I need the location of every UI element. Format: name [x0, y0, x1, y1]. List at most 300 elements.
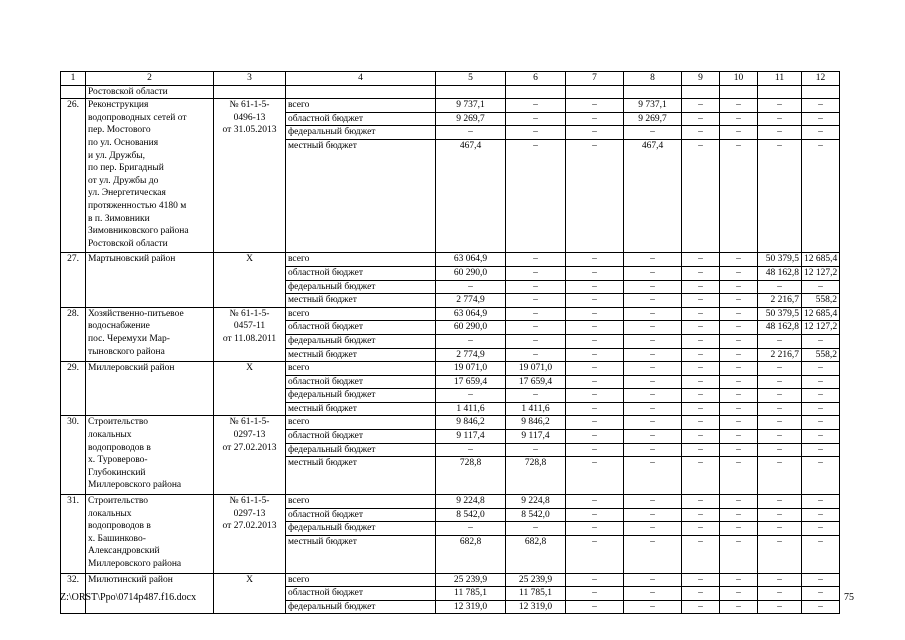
amount-cell: – [506, 253, 566, 267]
funding-source: федеральный бюджет [286, 389, 436, 403]
amount-cell: – [624, 522, 682, 536]
object-name [86, 307, 214, 361]
amount-cell: – [682, 402, 720, 416]
amount-cell: – [682, 389, 720, 403]
column-header: 1 [61, 72, 86, 86]
amount-cell: – [720, 362, 758, 376]
amount-cell: – [624, 416, 682, 430]
row-number: 30. [61, 416, 86, 495]
amount-cell: 682,8 [506, 535, 566, 573]
amount-cell: – [802, 99, 840, 113]
column-header: 10 [720, 72, 758, 86]
amount-cell: – [682, 334, 720, 348]
amount-cell: – [720, 402, 758, 416]
amount-cell: 50 379,5 [758, 253, 802, 267]
funding-source: всего [286, 416, 436, 430]
amount-cell: – [566, 508, 624, 522]
amount-cell: – [566, 112, 624, 126]
funding-source: местный бюджет [286, 348, 436, 362]
object-name-line: тыновского района [88, 346, 165, 357]
amount-cell: – [682, 535, 720, 573]
amount-cell: 63 064,9 [436, 253, 506, 267]
footer-file-path: Z:\ORST\Ppo\0714p487.f16.docx [60, 592, 197, 603]
amount-cell: 60 290,0 [436, 266, 506, 280]
column-header: 4 [286, 72, 436, 86]
amount-cell: 9 846,2 [506, 416, 566, 430]
amount-cell: – [758, 139, 802, 252]
amount-cell: – [720, 508, 758, 522]
funding-source: областной бюджет [286, 508, 436, 522]
funding-source: федеральный бюджет [286, 600, 436, 614]
amount-cell: 1 411,6 [506, 402, 566, 416]
amount-cell: – [506, 522, 566, 536]
amount-cell: 9 224,8 [436, 495, 506, 509]
funding-source: областной бюджет [286, 587, 436, 601]
amount-cell: – [802, 280, 840, 294]
funding-source: федеральный бюджет [286, 126, 436, 140]
object-name-line: Хозяйственно-питьевое [88, 308, 184, 319]
amount-cell: – [720, 126, 758, 140]
amount-cell: – [720, 600, 758, 614]
amount-cell: – [802, 112, 840, 126]
amount-cell: – [758, 126, 802, 140]
amount-cell: – [682, 294, 720, 308]
amount-cell: – [566, 375, 624, 389]
amount-cell: – [720, 457, 758, 495]
amount-cell: – [720, 495, 758, 509]
amount-cell: – [802, 522, 840, 536]
amount-cell: – [566, 253, 624, 267]
amount-cell: – [758, 587, 802, 601]
amount-cell: – [624, 600, 682, 614]
object-name-line: в п. Зимовники [88, 213, 150, 224]
object-name-line: пос. Черемухи Мар- [88, 333, 170, 344]
amount-cell: – [720, 266, 758, 280]
amount-cell: – [758, 508, 802, 522]
funding-source: всего [286, 573, 436, 587]
amount-cell: – [566, 457, 624, 495]
document-ref-line: от 31.05.2013 [222, 125, 277, 136]
amount-cell: – [802, 362, 840, 376]
amount-cell: 9 269,7 [624, 112, 682, 126]
amount-cell: 9 737,1 [624, 99, 682, 113]
amount-cell: – [506, 294, 566, 308]
amount-cell: – [436, 280, 506, 294]
amount-cell: – [624, 126, 682, 140]
amount-cell: – [682, 522, 720, 536]
amount-cell: – [566, 362, 624, 376]
amount-cell: 63 064,9 [436, 307, 506, 321]
amount-cell: – [720, 430, 758, 444]
amount-cell: – [802, 573, 840, 587]
row-number: 28. [61, 307, 86, 361]
amount-cell: 12 127,2 [802, 266, 840, 280]
amount-cell: – [758, 535, 802, 573]
amount-cell: – [802, 416, 840, 430]
amount-cell: – [758, 389, 802, 403]
object-name [86, 253, 214, 307]
amount-cell: – [506, 334, 566, 348]
amount-cell: 12 685,4 [802, 253, 840, 267]
object-name-line: Александровский [88, 546, 160, 557]
amount-cell: – [624, 280, 682, 294]
object-name-line: х. Башинково- [88, 533, 146, 544]
funding-source: местный бюджет [286, 402, 436, 416]
amount-cell: – [758, 443, 802, 457]
object-name-line: пер. Мостового [88, 125, 151, 136]
amount-cell: 8 542,0 [506, 508, 566, 522]
amount-cell: – [720, 587, 758, 601]
amount-cell: 48 162,8 [758, 321, 802, 335]
document-ref-line: Х [246, 574, 253, 585]
column-header: 11 [758, 72, 802, 86]
amount-cell: – [758, 430, 802, 444]
object-name-line: Строительство [88, 496, 149, 507]
amount-cell: – [758, 280, 802, 294]
amount-cell: – [758, 112, 802, 126]
amount-cell: – [758, 375, 802, 389]
amount-cell: – [624, 321, 682, 335]
amount-cell: – [720, 280, 758, 294]
amount-cell: – [566, 294, 624, 308]
amount-cell: – [802, 508, 840, 522]
object-name-line: от ул. Дружбы до [88, 175, 159, 186]
amount-cell: – [720, 416, 758, 430]
amount-cell: – [802, 430, 840, 444]
document-ref-line: 0496-13 [233, 112, 266, 123]
document-ref-line: 0297-13 [233, 508, 266, 519]
object-name-line: по ул. Основания [88, 137, 159, 148]
amount-cell: – [624, 443, 682, 457]
table-row [61, 416, 840, 430]
amount-cell: – [682, 139, 720, 252]
amount-cell: – [566, 99, 624, 113]
amount-cell: – [624, 535, 682, 573]
amount-cell: 2 774,9 [436, 294, 506, 308]
document-ref-line: № 61-1-5- [229, 496, 270, 507]
document-ref [214, 253, 286, 307]
amount-cell: 48 162,8 [758, 266, 802, 280]
amount-cell: 17 659,4 [506, 375, 566, 389]
amount-cell: – [682, 362, 720, 376]
funding-source: всего [286, 495, 436, 509]
amount-cell: – [566, 573, 624, 587]
table-row [61, 573, 840, 587]
amount-cell: – [566, 321, 624, 335]
amount-cell: – [566, 139, 624, 252]
amount-cell: 728,8 [506, 457, 566, 495]
amount-cell: – [682, 307, 720, 321]
amount-cell: – [436, 126, 506, 140]
amount-cell: – [566, 495, 624, 509]
amount-cell: – [566, 280, 624, 294]
amount-cell: – [566, 587, 624, 601]
amount-cell: 12 319,0 [436, 600, 506, 614]
document-ref-line: 0297-13 [233, 430, 266, 441]
column-header: 3 [214, 72, 286, 86]
amount-cell: – [436, 334, 506, 348]
funding-source: всего [286, 253, 436, 267]
amount-cell: – [758, 362, 802, 376]
amount-cell: – [682, 443, 720, 457]
amount-cell: – [758, 457, 802, 495]
amount-cell: 9 224,8 [506, 495, 566, 509]
amount-cell: 11 785,1 [436, 587, 506, 601]
amount-cell: – [566, 430, 624, 444]
table-row [61, 99, 840, 113]
amount-cell: – [802, 389, 840, 403]
amount-cell: 558,2 [802, 348, 840, 362]
funding-source: областной бюджет [286, 430, 436, 444]
object-name-line: Глубокинский [88, 467, 146, 478]
document-ref [214, 362, 286, 416]
amount-cell: – [802, 495, 840, 509]
amount-cell: – [566, 126, 624, 140]
amount-cell: – [436, 522, 506, 536]
amount-cell: – [682, 348, 720, 362]
budget-table [60, 71, 840, 614]
amount-cell: – [802, 587, 840, 601]
amount-cell: 60 290,0 [436, 321, 506, 335]
column-header: 7 [566, 72, 624, 86]
amount-cell: 12 685,4 [802, 307, 840, 321]
object-name-line: водоснабжение [88, 321, 150, 332]
amount-cell: 9 117,4 [436, 430, 506, 444]
amount-cell: – [566, 389, 624, 403]
document-ref-line: от 11.08.2011 [222, 333, 277, 344]
funding-source: федеральный бюджет [286, 443, 436, 457]
amount-cell: – [682, 126, 720, 140]
amount-cell: 2 216,7 [758, 348, 802, 362]
funding-source: областной бюджет [286, 321, 436, 335]
amount-cell: – [682, 573, 720, 587]
amount-cell: 25 239,9 [506, 573, 566, 587]
funding-source: всего [286, 362, 436, 376]
amount-cell: – [624, 362, 682, 376]
amount-cell: – [566, 402, 624, 416]
funding-source: всего [286, 307, 436, 321]
amount-cell: – [720, 348, 758, 362]
funding-source: местный бюджет [286, 294, 436, 308]
amount-cell: – [682, 416, 720, 430]
table-row [61, 307, 840, 321]
amount-cell: – [624, 495, 682, 509]
amount-cell: – [682, 253, 720, 267]
amount-cell: – [682, 495, 720, 509]
amount-cell: – [682, 321, 720, 335]
column-header: 6 [506, 72, 566, 86]
object-name-line: Строительство [88, 417, 149, 428]
amount-cell: – [720, 535, 758, 573]
object-name-line: Мартыновский район [88, 254, 176, 265]
amount-cell: – [758, 402, 802, 416]
amount-cell: – [758, 600, 802, 614]
amount-cell: – [802, 402, 840, 416]
amount-cell: – [624, 253, 682, 267]
object-name-line: по пер. Бригадный [88, 163, 164, 174]
amount-cell: – [720, 389, 758, 403]
amount-cell: 50 379,5 [758, 307, 802, 321]
amount-cell: – [506, 126, 566, 140]
column-header: 8 [624, 72, 682, 86]
object-name-line: Реконструкция [88, 100, 149, 111]
amount-cell: – [720, 321, 758, 335]
amount-cell: – [720, 307, 758, 321]
document-ref-line: 0457-11 [233, 321, 266, 332]
amount-cell: 19 071,0 [436, 362, 506, 376]
amount-cell: – [802, 600, 840, 614]
amount-cell: – [682, 99, 720, 113]
amount-cell: 9 269,7 [436, 112, 506, 126]
amount-cell: 467,4 [624, 139, 682, 252]
funding-source: федеральный бюджет [286, 334, 436, 348]
amount-cell: – [624, 389, 682, 403]
document-ref-line: № 61-1-5- [229, 100, 270, 111]
continuation-row [61, 85, 840, 99]
object-name-line: локальных [88, 508, 132, 519]
table-row [61, 362, 840, 376]
amount-cell: – [758, 495, 802, 509]
funding-source: областной бюджет [286, 266, 436, 280]
amount-cell: – [566, 416, 624, 430]
amount-cell: – [720, 443, 758, 457]
amount-cell: 9 117,4 [506, 430, 566, 444]
column-header: 9 [682, 72, 720, 86]
amount-cell: 8 542,0 [436, 508, 506, 522]
amount-cell: – [624, 402, 682, 416]
amount-cell: 682,8 [436, 535, 506, 573]
document-ref [214, 99, 286, 253]
column-header: 2 [86, 72, 214, 86]
header-row [61, 72, 840, 86]
object-name [86, 495, 214, 574]
amount-cell: – [624, 430, 682, 444]
amount-cell: – [624, 587, 682, 601]
amount-cell: – [506, 443, 566, 457]
amount-cell: – [506, 280, 566, 294]
amount-cell: – [682, 266, 720, 280]
amount-cell: – [506, 307, 566, 321]
amount-cell: 17 659,4 [436, 375, 506, 389]
amount-cell: – [566, 443, 624, 457]
amount-cell: – [720, 112, 758, 126]
amount-cell: – [720, 99, 758, 113]
amount-cell: – [720, 573, 758, 587]
object-name-line: х. Туроверово- [88, 455, 148, 466]
amount-cell: 2 774,9 [436, 348, 506, 362]
amount-cell: – [566, 600, 624, 614]
funding-source: местный бюджет [286, 139, 436, 252]
object-name-line: Миллеровский район [88, 363, 175, 374]
object-name [86, 362, 214, 416]
object-name-line: Зимовниковского района [88, 226, 189, 237]
amount-cell: – [802, 375, 840, 389]
amount-cell: – [624, 573, 682, 587]
amount-cell: 11 785,1 [506, 587, 566, 601]
amount-cell: – [682, 457, 720, 495]
amount-cell: – [624, 508, 682, 522]
object-name [86, 99, 214, 253]
document-ref-line: от 27.02.2013 [222, 521, 277, 532]
column-header: 12 [802, 72, 840, 86]
amount-cell: – [624, 266, 682, 280]
amount-cell: 12 319,0 [506, 600, 566, 614]
amount-cell: – [720, 294, 758, 308]
amount-cell: 1 411,6 [436, 402, 506, 416]
amount-cell: 2 216,7 [758, 294, 802, 308]
page-number: 75 [844, 592, 854, 603]
amount-cell: 558,2 [802, 294, 840, 308]
amount-cell: – [802, 535, 840, 573]
amount-cell: – [506, 348, 566, 362]
amount-cell: – [682, 587, 720, 601]
amount-cell: – [682, 280, 720, 294]
object-name-line: ул. Энергетическая [88, 188, 166, 199]
amount-cell: – [624, 334, 682, 348]
object-name-line: водопроводных сетей от [88, 112, 187, 123]
table-row [61, 253, 840, 267]
amount-cell: – [506, 112, 566, 126]
table-row [61, 495, 840, 509]
continuation-text: Ростовской области [86, 85, 214, 99]
amount-cell: – [758, 99, 802, 113]
amount-cell: – [624, 457, 682, 495]
amount-cell: – [436, 389, 506, 403]
object-name-line: Ростовской области [88, 238, 168, 249]
amount-cell: 9 846,2 [436, 416, 506, 430]
document-ref-line: Х [246, 254, 253, 265]
row-number: 26. [61, 99, 86, 253]
amount-cell: – [682, 375, 720, 389]
amount-cell: – [566, 535, 624, 573]
amount-cell: – [682, 430, 720, 444]
document-ref [214, 495, 286, 574]
amount-cell: – [802, 139, 840, 252]
amount-cell: – [720, 334, 758, 348]
amount-cell: – [802, 457, 840, 495]
amount-cell: – [624, 307, 682, 321]
document-ref-line: Х [246, 363, 253, 374]
object-name-line: Милютинский район [88, 574, 173, 585]
amount-cell: 12 127,2 [802, 321, 840, 335]
object-name-line: протяженностью 4180 м [88, 200, 187, 211]
row-number: 32. [61, 573, 86, 614]
amount-cell: – [566, 334, 624, 348]
object-name-line: водопроводов в [88, 521, 151, 532]
funding-source: областной бюджет [286, 112, 436, 126]
amount-cell: – [566, 307, 624, 321]
amount-cell: – [506, 99, 566, 113]
funding-source: местный бюджет [286, 535, 436, 573]
object-name-line: и ул. Дружбы, [88, 150, 146, 161]
object-name [86, 416, 214, 495]
object-name-line: Миллеровского района [88, 559, 182, 570]
amount-cell: – [624, 294, 682, 308]
amount-cell: 19 071,0 [506, 362, 566, 376]
document-ref [214, 307, 286, 361]
column-header: 5 [436, 72, 506, 86]
amount-cell: – [624, 348, 682, 362]
amount-cell: – [758, 416, 802, 430]
amount-cell: – [624, 375, 682, 389]
object-name-line: водопроводов в [88, 442, 151, 453]
amount-cell: 25 239,9 [436, 573, 506, 587]
document-ref [214, 416, 286, 495]
amount-cell: – [436, 443, 506, 457]
amount-cell: – [506, 321, 566, 335]
funding-source: федеральный бюджет [286, 522, 436, 536]
document-ref-line: от 27.02.2013 [222, 442, 277, 453]
